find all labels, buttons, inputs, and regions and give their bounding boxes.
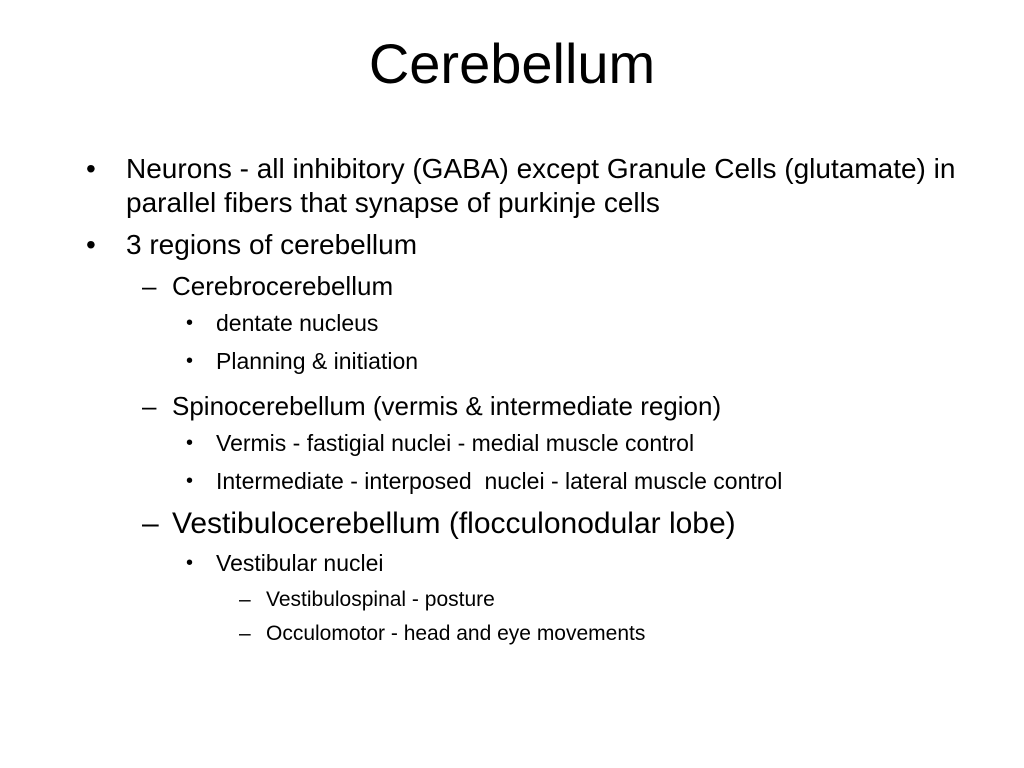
subitem-text: Vestibulocerebellum (flocculonodular lobe) (172, 507, 736, 540)
dash-marker: – (142, 507, 159, 540)
level4-vestibulospinal (239, 586, 966, 614)
subsubitem-text: Vermis - fastigial nuclei - medial muscle control (216, 430, 695, 456)
subsubitem-vermis (186, 428, 966, 458)
slide-title: Cerebellum (368, 32, 656, 95)
subsubitem-text: Planning & initiation (216, 348, 419, 374)
level4-occulomotor (239, 620, 966, 648)
bullet-marker: • (186, 552, 194, 574)
bullet-text: Neurons - all inhibitory (GABA) except Granule Cells (glutamate) in parallel fibers that synapse of purkinje cells (126, 153, 956, 218)
bullet-item-regions (86, 228, 966, 262)
level4-text: Occulomotor - head and eye movements (266, 622, 646, 645)
dash-marker: – (142, 391, 157, 421)
dash-marker: – (142, 271, 157, 301)
subitem-text: Spinocerebellum (vermis & intermediate region) (172, 391, 722, 421)
bullet-marker: • (186, 432, 194, 454)
dash-marker: – (239, 622, 251, 645)
subitem-text: Cerebrocerebellum (172, 271, 394, 301)
subitem-cerebrocerebellum (142, 270, 966, 302)
subsubitem-intermediate (186, 466, 966, 496)
bullet-marker: • (86, 229, 96, 260)
dash-marker: – (239, 588, 251, 611)
subitem-spinocerebellum (142, 390, 966, 422)
bullet-marker: • (186, 312, 194, 334)
level4-text: Vestibulospinal - posture (266, 588, 495, 611)
subsubitem-planning (186, 346, 966, 376)
subsubitem-text: dentate nucleus (216, 310, 379, 336)
subsubitem-dentate (186, 308, 966, 338)
subsubitem-text: Intermediate - interposed nuclei - lateral muscle control (216, 468, 783, 494)
bullet-marker: • (86, 153, 96, 184)
bullet-marker: • (186, 470, 194, 492)
slide-body (86, 152, 966, 654)
subsubitem-text: Vestibular nuclei (216, 550, 384, 576)
subsubitem-vestibular-nuclei (186, 548, 966, 578)
subitem-vestibulocerebellum (142, 506, 966, 542)
bullet-item-neurons (86, 152, 966, 220)
bullet-text: 3 regions of cerebellum (126, 229, 418, 260)
bullet-marker: • (186, 350, 194, 372)
